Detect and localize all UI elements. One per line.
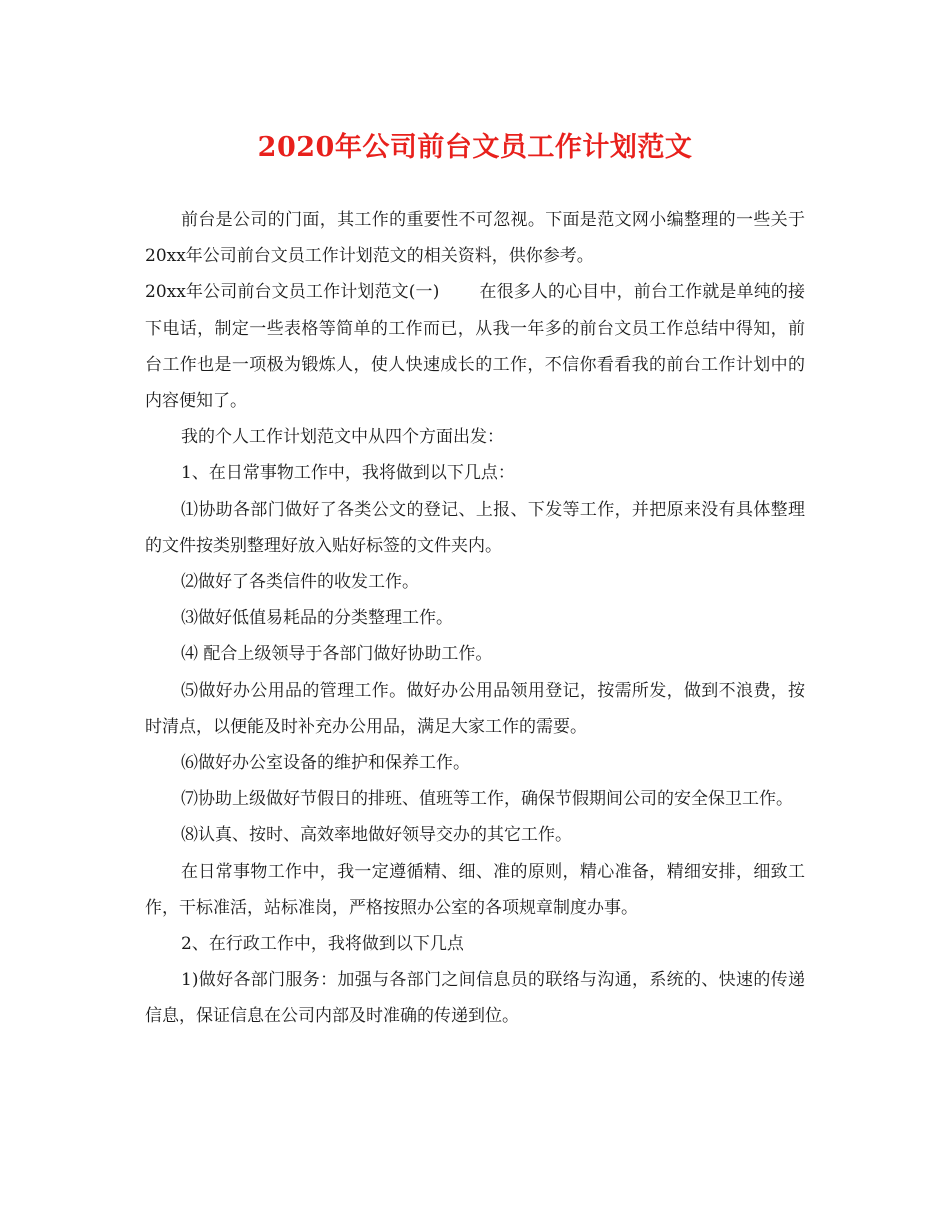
paragraph-point-1: 1、在日常事物工作中，我将做到以下几点： <box>181 463 515 484</box>
paragraph-section-one <box>145 274 805 419</box>
list-item: ⑺协助上级做好节假日的排班、值班等工作，确保节假期间公司的安全保卫工作。 <box>181 789 793 810</box>
document-title: 2020年公司前台文员工作计划范文 <box>257 132 693 163</box>
list-item: ⑻认真、按时、高效率地做好领导交办的其它工作。 <box>181 825 572 846</box>
list-item: ⑴协助各部门做好了各类公文的登记、上报、下发等工作，并把原来没有具体整理的文件按类别整理好放入贴好标签的文件夹内。 <box>145 499 805 556</box>
section-text: 在很多人的心目中，前台工作就是单纯的接下电话，制定一些表格等简单的工作而已，从我一年多的前台文员工作总结中得知，前台工作也是一项极为锻炼人，使人快速成长的工作，不信你看看我的前台工作计划中的内容便知了。 <box>145 282 805 412</box>
paragraph-aspects: 我的个人工作计划范文中从四个方面出发： <box>181 427 504 448</box>
document-body <box>145 202 805 1035</box>
list-item: ⑷ 配合上级领导于各部门做好协助工作。 <box>181 644 493 665</box>
paragraph-principles: 在日常事物工作中，我一定遵循精、细、准的原则，精心准备，精细安排，细致工作，干标准活，站标准岗，严格按照办公室的各项规章制度办事。 <box>145 861 805 918</box>
paragraph-intro: 前台是公司的门面，其工作的重要性不可忽视。下面是范文网小编整理的一些关于20xx年公司前台文员工作计划范文的相关资料，供你参考。 <box>145 210 805 267</box>
section-heading: 20xx年公司前台文员工作计划范文(一) <box>145 282 440 303</box>
list-item: ⑵做好了各类信件的收发工作。 <box>181 572 419 593</box>
list-item: ⑸做好办公用品的管理工作。做好办公用品领用登记，按需所发，做到不浪费，按时清点，以便能及时补充办公用品，满足大家工作的需要。 <box>145 680 805 737</box>
list-item: ⑶做好低值易耗品的分类整理工作。 <box>181 608 453 629</box>
list-item: ⑹做好办公室设备的维护和保养工作。 <box>181 753 470 774</box>
list-item: 1)做好各部门服务：加强与各部门之间信息员的联络与沟通，系统的、快速的传递信息，保证信息在公司内部及时准确的传递到位。 <box>145 970 805 1027</box>
paragraph-point-2: 2、在行政工作中，我将做到以下几点 <box>181 934 464 955</box>
